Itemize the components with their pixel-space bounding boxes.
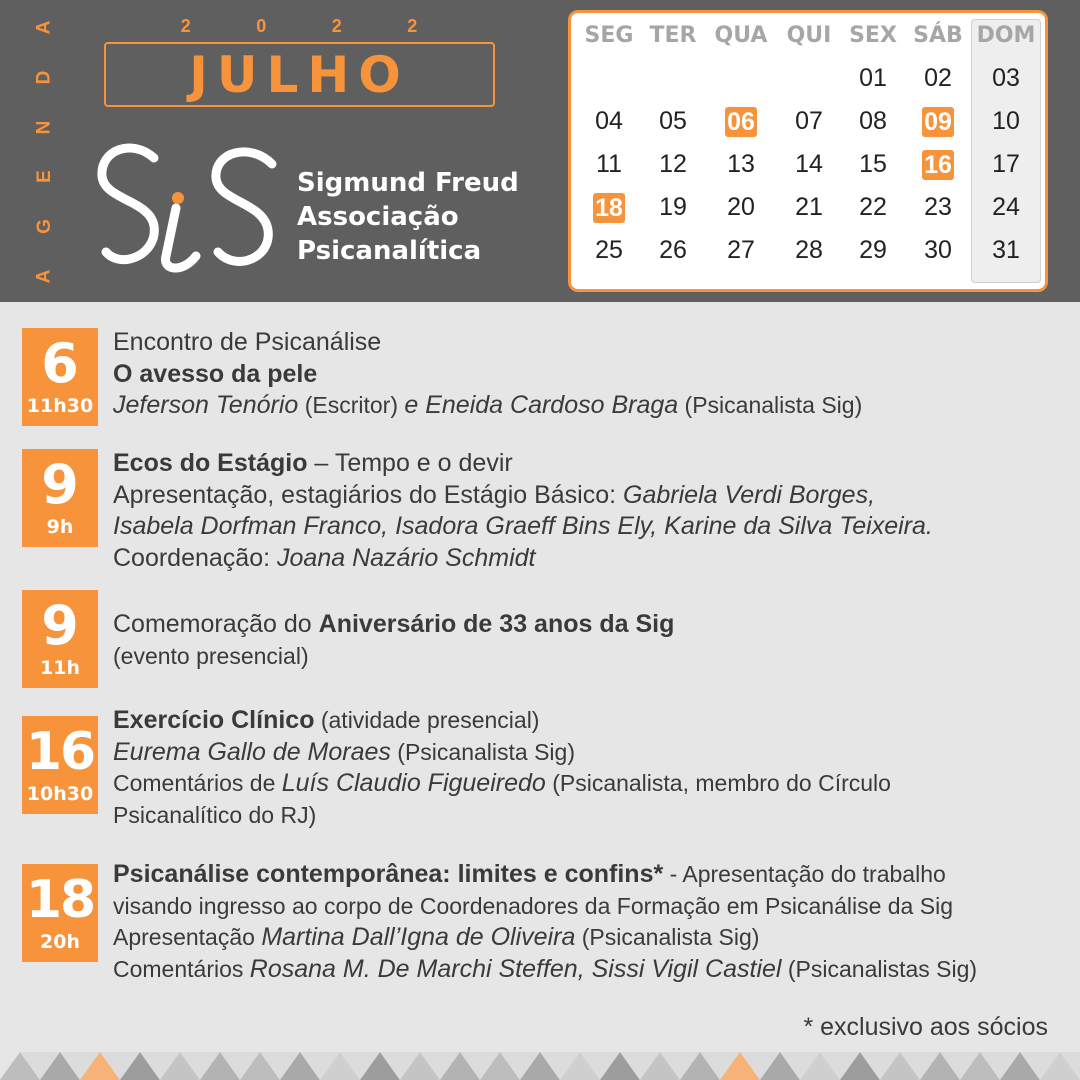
calendar-day: 12 — [659, 150, 687, 178]
calendar-week-row — [577, 186, 1041, 229]
calendar-day: 15 — [859, 150, 887, 178]
calendar-day: 03 — [992, 64, 1020, 92]
agenda-vertical-label — [26, 18, 62, 286]
agenda-letter: N — [33, 120, 55, 134]
calendar-day: 07 — [795, 107, 823, 135]
event-line — [113, 859, 977, 891]
weekday-label: QUA — [714, 23, 768, 48]
weekday-label: SÁB — [913, 23, 963, 48]
weekday-label: TER — [649, 23, 697, 48]
calendar-day: 13 — [727, 150, 755, 178]
agenda-letter: E — [33, 170, 55, 184]
event-text-segment: Comentários de — [113, 770, 282, 796]
calendar-day: 31 — [992, 236, 1020, 264]
calendar-week-row — [577, 229, 1041, 272]
event-line — [113, 480, 933, 512]
event-description — [113, 448, 933, 574]
calendar-day: 02 — [924, 64, 952, 92]
event-time: 20h — [40, 931, 80, 953]
organization-name — [297, 166, 519, 268]
calendar-day: 26 — [659, 236, 687, 264]
agenda-letter: A — [33, 269, 55, 284]
event-line — [113, 768, 891, 800]
triangle-pattern — [0, 1052, 1080, 1080]
event-text-segment: Exercício Clínico — [113, 706, 315, 734]
event-line — [113, 705, 891, 737]
event-line — [113, 327, 862, 359]
calendar-day-event: 09 — [924, 107, 952, 136]
calendar-day: 23 — [924, 193, 952, 221]
event-text-segment: Coordenação: — [113, 543, 278, 572]
event-day: 16 — [25, 722, 95, 782]
calendar-day: 24 — [992, 193, 1020, 221]
event-time: 11h30 — [26, 395, 94, 417]
event-day: 18 — [25, 870, 95, 930]
org-line: Psicanalítica — [297, 236, 482, 266]
event-line — [113, 891, 977, 923]
calendar-day: 30 — [924, 236, 952, 264]
calendar-day: 20 — [727, 193, 755, 221]
calendar-day-event: 18 — [595, 193, 623, 222]
event-day: 9 — [41, 453, 79, 516]
event-day: 6 — [41, 332, 79, 395]
calendar-card — [568, 10, 1048, 292]
weekday-label: SEX — [849, 23, 897, 48]
event-text-segment: Comentários — [113, 955, 250, 982]
event-line — [113, 641, 674, 673]
year-digit: 2 — [407, 16, 418, 36]
calendar-week-row — [577, 100, 1041, 143]
event-text-segment: Joana Nazário Schmidt — [277, 543, 536, 572]
event-time: 11h — [40, 657, 80, 679]
calendar-day: 19 — [659, 193, 687, 221]
calendar-day-event: 16 — [924, 150, 952, 179]
calendar-week-row — [577, 143, 1041, 186]
calendar-day: 25 — [595, 236, 623, 264]
event-text-segment: Psicanálise contemporânea: limites e confins* — [113, 860, 664, 888]
event-text-segment: Isabela Dorfman Franco, Isadora Graeff Bins Ely, Karine da Silva Teixeira. — [113, 512, 933, 540]
event-description — [113, 705, 891, 831]
calendar-day: 21 — [795, 193, 823, 221]
event-text-segment: (Psicanalistas Sig) — [781, 955, 978, 982]
event-line — [113, 543, 933, 575]
calendar-day: 27 — [727, 236, 755, 264]
calendar-day: 17 — [992, 150, 1020, 178]
event-line — [113, 511, 933, 543]
calendar-day: 22 — [859, 193, 887, 221]
org-line: Sigmund Freud — [297, 168, 519, 198]
event-date-badge — [22, 328, 98, 426]
weekday-header-row — [577, 23, 1041, 57]
year-digit: 2 — [331, 16, 342, 36]
event-date-badge — [22, 590, 98, 688]
calendar-day: 01 — [859, 64, 887, 92]
event-text-segment: Encontro de Psicanálise — [113, 328, 382, 356]
event-date-badge — [22, 449, 98, 547]
calendar-day-event: 06 — [727, 107, 755, 136]
event-text-segment: Psicanalítico do RJ) — [113, 801, 317, 828]
event-text-segment: (Psicanalista Sig) — [678, 392, 863, 418]
event-line — [113, 737, 891, 769]
year-digit: 2 — [180, 16, 191, 36]
event-line — [113, 359, 862, 391]
event-date-badge — [22, 864, 98, 962]
agenda-letter: G — [33, 219, 55, 235]
calendar-day: 29 — [859, 236, 887, 264]
event-text-segment: Martina Dall’Igna de Oliveira — [261, 923, 576, 951]
calendar-day: 05 — [659, 107, 687, 135]
calendar-grid — [577, 23, 1041, 272]
event-text-segment: Aniversário de 33 anos da Sig — [318, 610, 675, 638]
event-text-segment: Luís Claudio Figueiredo — [281, 769, 546, 797]
event-text-segment: Apresentação, estagiários do Estágio Básico: — [113, 480, 624, 509]
event-text-segment: e Eneida Cardoso Braga — [404, 391, 679, 419]
event-line — [113, 609, 674, 641]
event-text-segment: (Escritor) — [298, 392, 405, 418]
event-text-segment: (evento presencial) — [113, 642, 309, 669]
event-text-segment: (atividade presencial) — [314, 707, 540, 733]
event-text-segment: Gabriela Verdi Borges, — [623, 480, 876, 509]
event-text-segment: (Psicanalista, membro do Círculo — [545, 770, 891, 796]
weekday-label: SEG — [584, 23, 634, 48]
event-time: 9h — [46, 516, 74, 538]
event-text-segment: Eurema Gallo de Moraes — [113, 737, 391, 766]
event-text-segment: (Psicanalista Sig) — [575, 924, 760, 950]
calendar-week-row — [577, 57, 1041, 100]
event-day: 9 — [41, 594, 79, 657]
calendar-day: 04 — [595, 107, 623, 135]
calendar-day: 14 — [795, 150, 823, 178]
footnote: * exclusivo aos sócios — [803, 1013, 1048, 1041]
event-line — [113, 390, 862, 422]
calendar-day: 28 — [795, 236, 823, 264]
month-title-box — [104, 42, 495, 107]
event-line — [113, 922, 977, 954]
event-line — [113, 800, 891, 832]
logo-dot — [172, 192, 184, 204]
event-text-segment: Rosana M. De Marchi Steffen, Sissi Vigil Castiel — [249, 954, 782, 983]
year-label — [104, 16, 494, 37]
event-line — [113, 448, 933, 480]
calendar-day: 10 — [992, 107, 1020, 135]
header-banner — [0, 0, 1080, 302]
agenda-letter: A — [33, 20, 55, 35]
event-text-segment: (Psicanalista Sig) — [390, 738, 575, 765]
calendar-day: 11 — [596, 150, 622, 178]
year-digit: 0 — [256, 16, 267, 36]
sig-logo-icon — [92, 138, 292, 278]
event-text-segment: Jeferson Tenório — [113, 391, 299, 419]
weekday-label: QUI — [786, 23, 832, 48]
calendar-day: 08 — [859, 107, 887, 135]
org-line: Associação — [297, 202, 459, 232]
event-date-badge — [22, 716, 98, 814]
event-description — [113, 609, 674, 672]
weekday-label: DOM — [976, 23, 1036, 48]
event-text-segment: - Apresentação do trabalho — [663, 861, 946, 887]
event-text-segment: – Tempo e o devir — [307, 449, 513, 477]
event-text-segment: Comemoração do — [113, 610, 319, 638]
event-text-segment: Apresentação — [113, 924, 262, 950]
event-text-segment: Ecos do Estágio — [113, 449, 308, 477]
event-text-segment: O avesso da pele — [113, 359, 318, 388]
event-time: 10h30 — [26, 783, 94, 805]
month-title: JULHO — [189, 45, 410, 104]
event-text-segment: visando ingresso ao corpo de Coordenadores da Formação em Psicanálise da Sig — [113, 892, 953, 919]
agenda-letter: D — [33, 70, 55, 85]
event-description — [113, 327, 862, 422]
event-line — [113, 954, 977, 986]
event-description — [113, 859, 977, 985]
